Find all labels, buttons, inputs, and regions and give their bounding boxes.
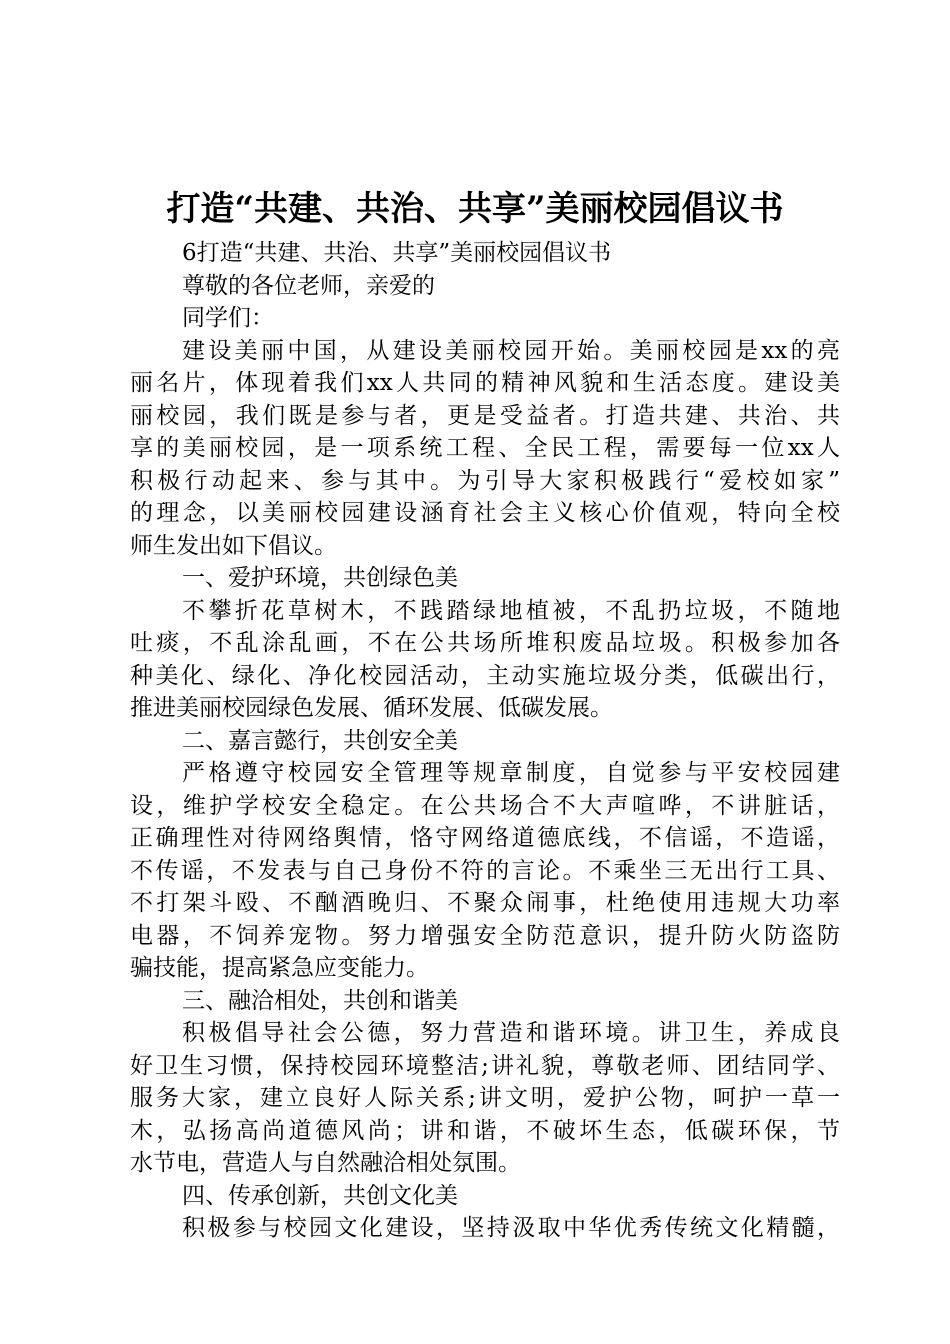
section-heading: 三、融洽相处，共创和谐美 bbox=[182, 987, 458, 1014]
salutation-line: 同学们： bbox=[182, 305, 274, 331]
paragraph-line: 不打架斗殴、不酗酒晚归、不聚众闹事，杜绝使用违规大功率 bbox=[130, 890, 840, 916]
paragraph-line: 严格遵守校园安全管理等规章制度，自觉参与平安校园建 bbox=[182, 760, 840, 786]
salutation-line: 尊敬的各位老师，亲爱的 bbox=[182, 272, 435, 299]
paragraph-line: 种美化、绿化、净化校园活动，主动实施垃圾分类，低碳出行， bbox=[130, 662, 840, 689]
paragraph-line: 丽校园，我们既是参与者，更是受益者。打造共建、共治、共 bbox=[130, 402, 840, 429]
paragraph-line: 丽名片，体现着我们xx人共同的精神风貌和生活态度。建设美 bbox=[130, 370, 840, 396]
paragraph-line: 木，弘扬高尚道德风尚；讲和谐，不破坏生态，低碳环保，节 bbox=[130, 1117, 840, 1144]
paragraph-line: 不攀折花草树木，不践踏绿地植被，不乱扔垃圾，不随地 bbox=[182, 597, 840, 624]
paragraph-line: 师生发出如下倡议。 bbox=[130, 532, 337, 559]
paragraph-line: 建设美丽中国，从建设美丽校园开始。美丽校园是xx的亮 bbox=[182, 337, 840, 364]
paragraph-line: 设，维护学校安全稳定。在公共场合不大声喧哗，不讲脏话， bbox=[130, 792, 840, 819]
section-heading: 二、嘉言懿行，共创安全美 bbox=[182, 727, 458, 754]
section-heading: 四、传承创新，共创文化美 bbox=[182, 1182, 458, 1209]
document-body bbox=[130, 237, 840, 1245]
paragraph-line: 积极参与校园文化建设，坚持汲取中华优秀传统文化精髓， bbox=[182, 1215, 840, 1241]
paragraph-line: 正确理性对待网络舆情，恪守网络道德底线，不信谣，不造谣， bbox=[130, 825, 840, 851]
paragraph-line: 积极行动起来、参与其中。为引导大家积极践行“爱校如家” bbox=[130, 467, 840, 494]
paragraph-line: 享的美丽校园，是一项系统工程、全民工程，需要每一位xx人 bbox=[130, 435, 840, 461]
section-heading: 一、爱护环境，共创绿色美 bbox=[182, 565, 458, 591]
paragraph-line: 骗技能，提高紧急应变能力。 bbox=[130, 955, 429, 981]
subtitle-line: 6打造“共建、共治、共享”美丽校园倡议书 bbox=[182, 240, 612, 266]
document-title: 打造“共建、共治、共享”美丽校园倡议书 bbox=[166, 189, 784, 229]
paragraph-line: 水节电，营造人与自然融洽相处氛围。 bbox=[130, 1150, 521, 1176]
paragraph-line: 推进美丽校园绿色发展、循环发展、低碳发展。 bbox=[130, 695, 613, 721]
paragraph-line: 积极倡导社会公德，努力营造和谐环境。讲卫生，养成良 bbox=[182, 1020, 840, 1046]
paragraph-line: 吐痰，不乱涂乱画，不在公共场所堆积废品垃圾。积极参加各 bbox=[130, 630, 840, 656]
paragraph-line: 服务大家，建立良好人际关系;讲文明，爱护公物，呵护一草一 bbox=[130, 1085, 840, 1111]
paragraph-line: 的理念，以美丽校园建设涵育社会主义核心价值观，特向全校 bbox=[130, 500, 840, 526]
paragraph-line: 不传谣，不发表与自己身份不符的言论。不乘坐三无出行工具、 bbox=[130, 857, 840, 884]
paragraph-line: 电器，不饲养宠物。努力增强安全防范意识，提升防火防盗防 bbox=[130, 922, 840, 949]
paragraph-line: 好卫生习惯，保持校园环境整洁;讲礼貌，尊敬老师、团结同学、 bbox=[130, 1052, 840, 1079]
